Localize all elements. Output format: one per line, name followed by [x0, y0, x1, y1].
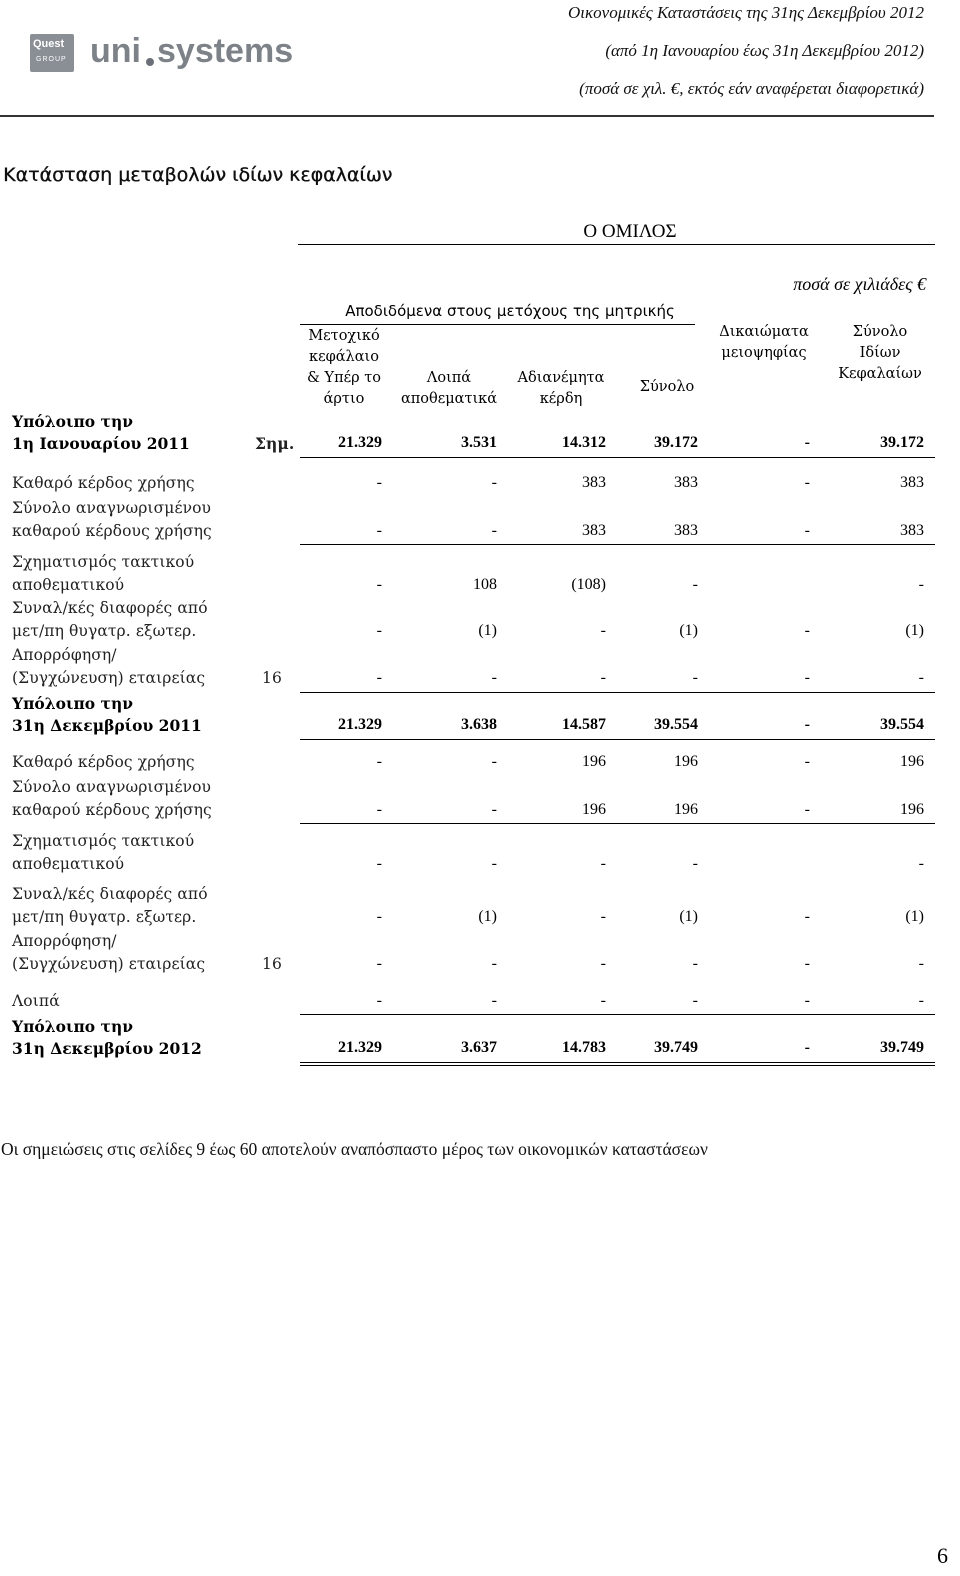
- cell: -: [804, 434, 810, 451]
- cell: 39.554: [654, 716, 698, 733]
- cell: (108): [571, 576, 606, 593]
- logo-dot-icon: [146, 58, 154, 66]
- units-note: ποσά σε χιλιάδες €: [793, 274, 926, 294]
- cell: 21.329: [338, 1039, 382, 1056]
- row-divider: [300, 823, 935, 824]
- row-label-line1: Υπόλοιπο την: [12, 412, 133, 431]
- cell: -: [692, 669, 698, 686]
- row-label-line2: (Συγχώνευση) εταιρείας: [12, 955, 206, 973]
- cell: (1): [679, 908, 698, 925]
- row-label-line1: Συναλ/κές διαφορές από: [12, 885, 208, 903]
- cell: (1): [905, 622, 924, 639]
- cell: -: [376, 908, 382, 925]
- row-label-line2: 31η Δεκεμβρίου 2011: [12, 716, 202, 735]
- row-label-line1: Σχηματισμός τακτικού: [12, 832, 195, 850]
- cell: -: [804, 955, 810, 972]
- cell: 196: [900, 753, 924, 770]
- row-label-line1: Υπόλοιπο την: [12, 694, 133, 713]
- cell: 21.329: [338, 434, 382, 451]
- cell: 196: [582, 801, 606, 818]
- cell: 3.531: [461, 434, 497, 451]
- row-label-line1: Σύνολο αναγνωρισμένου: [12, 499, 212, 517]
- cell: -: [918, 855, 924, 872]
- row-label-line2: καθαρού κέρδους χρήσης: [12, 522, 212, 540]
- col-header-share-capital: Μετοχικό κεφάλαιο & Υπέρ το άρτιο: [306, 328, 381, 407]
- cell: -: [918, 992, 924, 1009]
- row-label-line2: αποθεματικού: [12, 855, 125, 873]
- cell: -: [376, 753, 382, 770]
- cell: 108: [473, 576, 497, 593]
- cell: -: [804, 522, 810, 539]
- col-header-total-equity: Σύνολο Ιδίων Κεφαλαίων: [838, 324, 922, 382]
- cell: 196: [582, 753, 606, 770]
- header-units: (ποσά σε χιλ. €, εκτός εάν αναφέρεται διαφορετικά): [579, 79, 924, 98]
- cell: 383: [582, 522, 606, 539]
- header-period: (από 1η Ιανουαρίου έως 31η Δεκεμβρίου 2012): [605, 41, 924, 60]
- col-header-minority: Δικαιώματα μειοψηφίας: [719, 324, 809, 361]
- col-header-other-reserves: Λοιπά αποθεματικά: [400, 370, 498, 407]
- row-divider: [300, 1014, 935, 1015]
- cell: -: [692, 576, 698, 593]
- row-label-line2: 1η Ιανουαρίου 2011: [12, 434, 190, 453]
- row-divider: [300, 692, 935, 693]
- cell: -: [600, 908, 606, 925]
- cell: 383: [582, 474, 606, 491]
- footer-note: Οι σημειώσεις στις σελίδες 9 έως 60 αποτελούν αναπόσπαστο μέρος των οικονομικών καταστάσεων: [1, 1139, 708, 1159]
- cell: -: [600, 855, 606, 872]
- cell: 383: [900, 522, 924, 539]
- cell: 14.312: [562, 434, 606, 451]
- cell: -: [491, 992, 497, 1009]
- cell: 39.554: [880, 716, 924, 733]
- page-title: Κατάσταση μεταβολών ιδίων κεφαλαίων: [3, 164, 393, 186]
- cell: -: [918, 669, 924, 686]
- cell: -: [491, 753, 497, 770]
- row-label-line2: μετ/πη θυγατρ. εξωτερ.: [12, 622, 197, 640]
- cell: -: [918, 955, 924, 972]
- cell: -: [491, 855, 497, 872]
- cell: 14.587: [562, 716, 606, 733]
- row-label-line2: μετ/πη θυγατρ. εξωτερ.: [12, 908, 197, 926]
- cell: 39.749: [654, 1039, 698, 1056]
- cell: 39.172: [880, 434, 924, 451]
- cell: -: [376, 855, 382, 872]
- cell: -: [692, 855, 698, 872]
- row-note: 16: [262, 669, 282, 687]
- row-label-line2: Λοιπά: [12, 992, 60, 1010]
- page-number: 6: [937, 1543, 948, 1568]
- cell: -: [491, 522, 497, 539]
- cell: 39.172: [654, 434, 698, 451]
- cell: -: [804, 801, 810, 818]
- cell: -: [491, 801, 497, 818]
- cell: -: [376, 622, 382, 639]
- row-label-line2: Καθαρό κέρδος χρήσης: [12, 474, 195, 492]
- cell: 383: [674, 474, 698, 491]
- logo-uni-text: uni: [90, 32, 141, 70]
- row-note: 16: [262, 955, 282, 973]
- cell: (1): [905, 908, 924, 925]
- logo-group-text: GROUP: [36, 56, 67, 63]
- cell: -: [491, 669, 497, 686]
- row-label-line2: (Συγχώνευση) εταιρείας: [12, 669, 206, 687]
- cell: -: [804, 908, 810, 925]
- attributable-header: Αποδιδόμενα στους μετόχους της μητρικής: [345, 302, 675, 320]
- row-label-line2: 31η Δεκεμβρίου 2012: [12, 1039, 202, 1058]
- row-label-line1: Σύνολο αναγνωρισμένου: [12, 778, 212, 796]
- cell: -: [804, 622, 810, 639]
- total-double-underline: [300, 1065, 935, 1066]
- header-divider: [0, 115, 934, 117]
- row-divider: [300, 457, 935, 458]
- row-label-line2: Καθαρό κέρδος χρήσης: [12, 753, 195, 771]
- row-label-line1: Σχηματισμός τακτικού: [12, 553, 195, 571]
- cell: 196: [674, 753, 698, 770]
- cell: -: [600, 622, 606, 639]
- row-divider: [300, 544, 935, 545]
- cell: -: [804, 753, 810, 770]
- cell: -: [491, 474, 497, 491]
- cell: -: [491, 955, 497, 972]
- cell: -: [600, 669, 606, 686]
- cell: -: [600, 992, 606, 1009]
- col-header-retained-earnings: Αδιανέμητα κέρδη: [517, 370, 605, 407]
- cell: -: [804, 669, 810, 686]
- cell: 39.749: [880, 1039, 924, 1056]
- row-label-line1: Υπόλοιπο την: [12, 1017, 133, 1036]
- cell: -: [376, 801, 382, 818]
- cell: 3.637: [461, 1039, 497, 1056]
- attributable-underline: [300, 324, 695, 325]
- cell: 383: [674, 522, 698, 539]
- logo-systems-text: systems: [157, 32, 294, 70]
- col-header-subtotal: Σύνολο: [639, 379, 695, 395]
- cell: -: [804, 1039, 810, 1056]
- quest-group-badge: [30, 34, 74, 72]
- cell: -: [376, 474, 382, 491]
- note-header: Σημ.: [255, 434, 295, 453]
- cell: 3.638: [461, 716, 497, 733]
- cell: -: [376, 576, 382, 593]
- cell: -: [804, 992, 810, 1009]
- group-title: Ο ΟΜΙΛΟΣ: [583, 221, 677, 242]
- row-label-line1: Απορρόφηση/: [12, 646, 117, 664]
- cell: 383: [900, 474, 924, 491]
- cell: -: [804, 716, 810, 733]
- row-label-line2: καθαρού κέρδους χρήσης: [12, 801, 212, 819]
- cell: -: [692, 955, 698, 972]
- row-label-line1: Απορρόφηση/: [12, 932, 117, 950]
- cell: 196: [900, 801, 924, 818]
- total-double-underline: [300, 1062, 935, 1063]
- cell: 14.783: [562, 1039, 606, 1056]
- cell: -: [376, 992, 382, 1009]
- cell: -: [804, 474, 810, 491]
- cell: -: [600, 955, 606, 972]
- row-divider: [300, 739, 935, 740]
- cell: (1): [478, 908, 497, 925]
- cell: 21.329: [338, 716, 382, 733]
- cell: -: [376, 955, 382, 972]
- cell: (1): [478, 622, 497, 639]
- logo-quest-text: Quest: [33, 38, 65, 50]
- row-label-line1: Συναλ/κές διαφορές από: [12, 599, 208, 617]
- cell: (1): [679, 622, 698, 639]
- cell: -: [376, 669, 382, 686]
- cell: -: [376, 522, 382, 539]
- header-report-title: Οικονομικές Καταστάσεις της 31ης Δεκεμβρίου 2012: [567, 3, 924, 22]
- row-label-line2: αποθεματικού: [12, 576, 125, 594]
- group-title-underline: [298, 244, 935, 245]
- cell: -: [692, 992, 698, 1009]
- cell: 196: [674, 801, 698, 818]
- cell: -: [918, 576, 924, 593]
